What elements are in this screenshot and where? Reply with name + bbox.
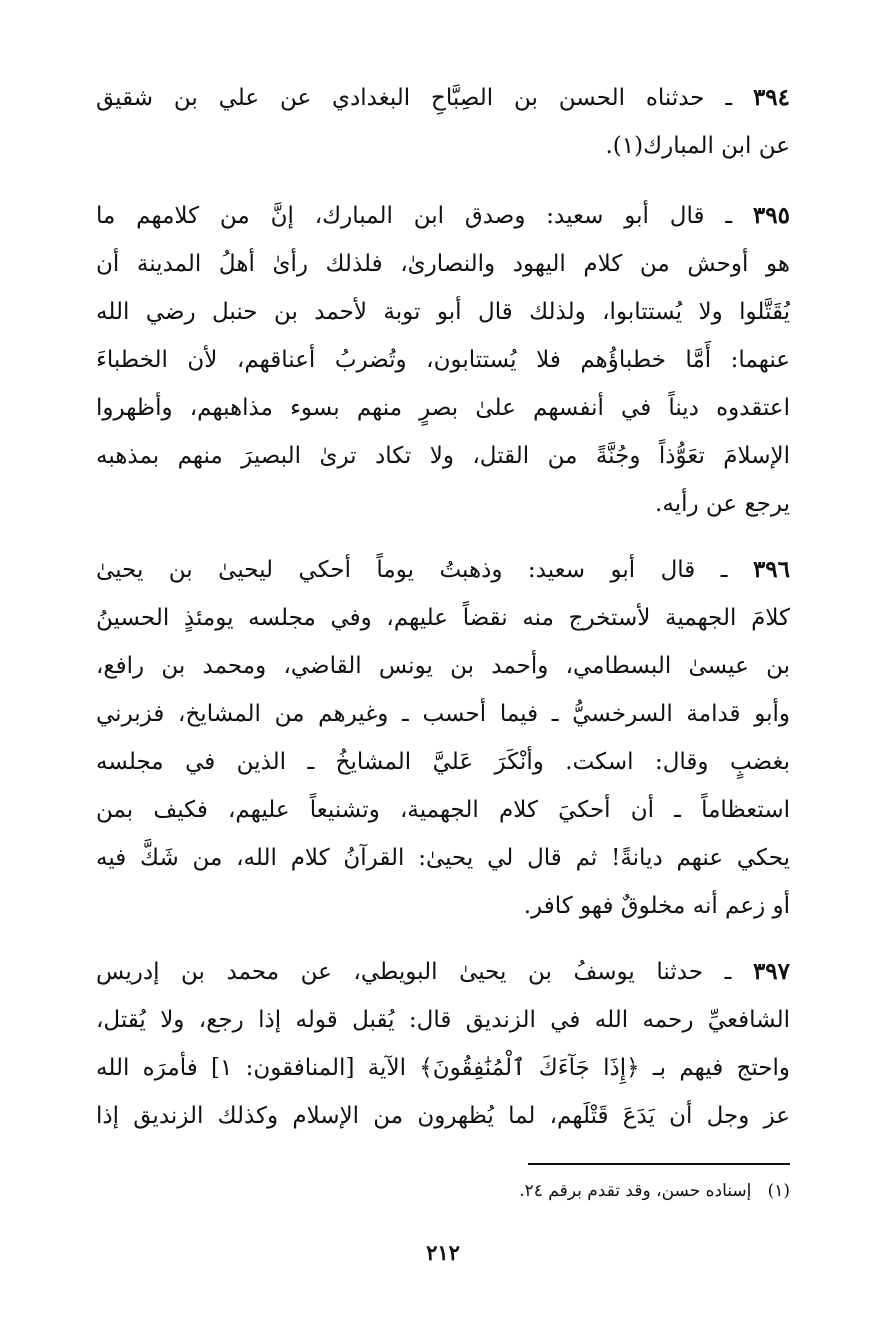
footnote (300, 1176, 790, 1206)
paragraph-line: بغضبٍ وقال: اسكت. وأنْكَرَ عَليَّ المشايخُ ـ الذين في مجلسه (96, 749, 790, 775)
paragraph-line: أو زعم أنه مخلوقٌ فهو كافر. (523, 893, 790, 919)
paragraph-line: عز وجل أن يَدَعَ قَتْلَهم، لما يُظهرون من الإسلام وكذلك الزنديق إذا (96, 1103, 790, 1129)
paragraph-line: عنهما: أَمَّا خطباؤُهم فلا يُستتابون، وتُضربُ أعناقهم، لأن الخطباءَ (96, 347, 790, 373)
paragraph-line: وأبو قدامة السرخسيُّ ـ فيما أحسب ـ وغيرهم من المشايخ، فزبرني (96, 701, 790, 727)
line-text: قال أبو سعيد: وصدق ابن المبارك، إنَّ من كلامهم ما (96, 203, 705, 229)
paragraph-395 (96, 192, 790, 528)
paragraph-396 (96, 546, 790, 930)
paragraph-397 (96, 948, 790, 1140)
paragraph-line: هو أوحش من كلام اليهود والنصارىٰ، فلذلك رأىٰ أهلُ المدينة أن (96, 251, 790, 277)
line-text: حدثنا يوسفُ بن يحيىٰ البويطي، عن محمد بن إدريس (96, 959, 704, 985)
paragraph-line: يرجع عن رأيه. (655, 491, 790, 517)
paragraph-line: واحتج فيهم بـ ﴿إِذَا جَآءَكَ ٱلْمُنَٰفِقُونَ﴾ الآية [المنافقون: ١] فأمرَه الله (96, 1055, 790, 1081)
footnote-divider (528, 1163, 790, 1165)
paragraph-number: ٣٩٥ (752, 202, 790, 229)
paragraph-line: الشافعيِّ رحمه الله في الزنديق قال: يُقبل قوله إذا رجع، ولا يُقتل، (96, 1007, 790, 1033)
paragraph-line: ٣٩٤ ـ حدثناه الحسن بن الصِبَّاحِ البغدادي عن علي بن شقيق (96, 84, 790, 111)
footnote-marker: (١) (767, 1181, 790, 1201)
paragraph-line: اعتقدوه ديناً في أنفسهم علىٰ بصرٍ منهم بسوء مذاهبهم، وأظهروا (96, 395, 790, 421)
paragraph-line: يحكي عنهم ديانةً! ثم قال لي يحيىٰ: القرآنُ كلام الله، من شَكَّ فيه (96, 845, 790, 871)
paragraph-line: كلامَ الجهمية لأستخرج منه نقضاً عليهم، وفي مجلسه يومئذٍ الحسينُ (96, 605, 790, 631)
paragraph-394 (96, 74, 790, 170)
paragraph-line: عن ابن المبارك(١). (605, 133, 790, 159)
paragraph-number: ٣٩٧ (752, 958, 790, 985)
paragraph-line: ٣٩٦ ـ قال أبو سعيد: وذهبتُ يوماً أحكي ليحيىٰ بن يحيىٰ (96, 556, 790, 583)
line-text: قال أبو سعيد: وذهبتُ يوماً أحكي ليحيىٰ بن يحيىٰ (96, 557, 696, 583)
paragraph-line: الإسلامَ تعَوُّذاً وجُنَّةً من القتل، ولا تكاد ترىٰ البصيرَ منهم بمذهبه (96, 443, 790, 469)
line-text: حدثناه الحسن بن الصِبَّاحِ البغدادي عن علي بن شقيق (96, 85, 705, 111)
paragraph-line: ٣٩٥ ـ قال أبو سعيد: وصدق ابن المبارك، إنَّ من كلامهم ما (96, 202, 790, 229)
paragraph-line: بن عيسىٰ البسطامي، وأحمد بن يونس القاضي، ومحمد بن رافع، (96, 653, 790, 679)
footnote-text: إسناده حسن، وقد تقدم برقم ٢٤. (519, 1181, 752, 1201)
paragraph-line: ٣٩٧ ـ حدثنا يوسفُ بن يحيىٰ البويطي، عن محمد بن إدريس (96, 958, 790, 985)
paragraph-number: ٣٩٦ (752, 556, 790, 583)
page-number: ٢١٢ (426, 1240, 460, 1265)
paragraph-line: استعظاماً ـ أن أحكيَ كلام الجهمية، وتشنيعاً عليهم، فكيف بمن (96, 797, 790, 823)
paragraph-number: ٣٩٤ (752, 84, 790, 111)
paragraph-line: يُقَتَّلوا ولا يُستتابوا، ولذلك قال أبو توبة لأحمد بن حنبل رضي الله (96, 299, 790, 325)
